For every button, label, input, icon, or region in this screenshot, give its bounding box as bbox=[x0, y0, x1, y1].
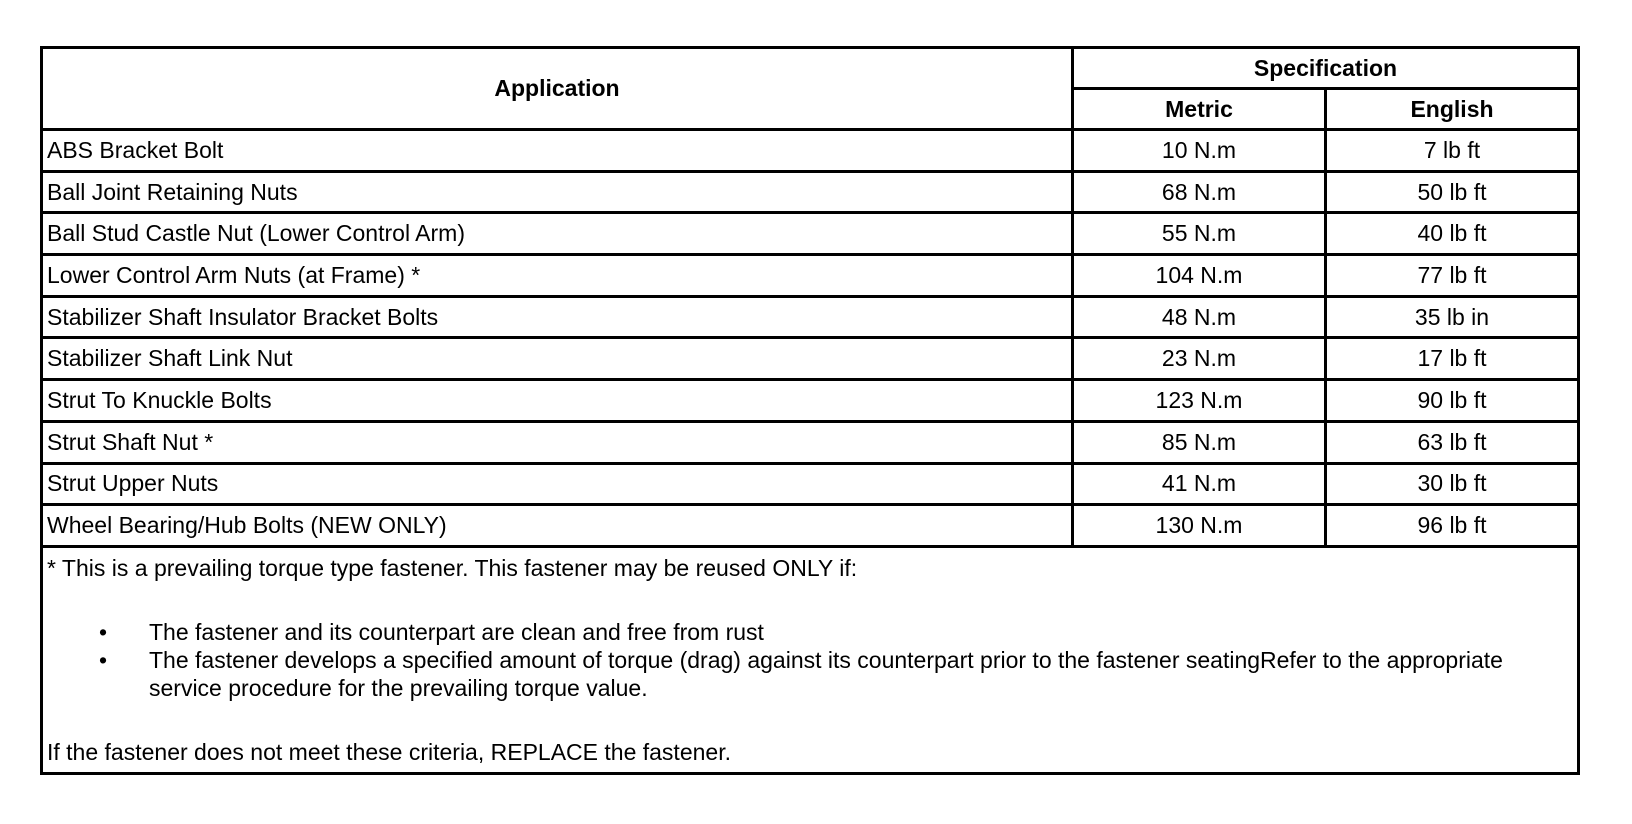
table-row bbox=[42, 338, 1579, 380]
note-row bbox=[42, 546, 1579, 773]
table-row bbox=[42, 463, 1579, 505]
row-english: 63 lb ft bbox=[1326, 421, 1579, 463]
row-application: Stabilizer Shaft Insulator Bracket Bolts bbox=[42, 296, 1073, 338]
row-metric: 41 N.m bbox=[1073, 463, 1326, 505]
bullet-icon: • bbox=[99, 646, 108, 673]
table-row bbox=[42, 130, 1579, 172]
row-metric: 68 N.m bbox=[1073, 171, 1326, 213]
header-application: Application bbox=[42, 48, 1073, 130]
bullet-text: The fastener and its counterpart are clean and free from rust bbox=[149, 618, 764, 645]
row-metric: 10 N.m bbox=[1073, 130, 1326, 172]
note-intro: * This is a prevailing torque type fastener. This fastener may be reused ONLY if: bbox=[47, 554, 858, 581]
table-row bbox=[42, 380, 1579, 422]
row-english: 77 lb ft bbox=[1326, 255, 1579, 297]
row-english: 96 lb ft bbox=[1326, 505, 1579, 547]
row-metric: 23 N.m bbox=[1073, 338, 1326, 380]
row-english: 40 lb ft bbox=[1326, 213, 1579, 255]
table-row bbox=[42, 213, 1579, 255]
row-metric: 55 N.m bbox=[1073, 213, 1326, 255]
row-metric: 85 N.m bbox=[1073, 421, 1326, 463]
row-english: 35 lb in bbox=[1326, 296, 1579, 338]
row-application: ABS Bracket Bolt bbox=[42, 130, 1073, 172]
header-english: English bbox=[1326, 89, 1579, 130]
header-metric: Metric bbox=[1073, 89, 1326, 130]
row-application: Ball Stud Castle Nut (Lower Control Arm) bbox=[42, 213, 1073, 255]
row-application: Ball Joint Retaining Nuts bbox=[42, 171, 1073, 213]
row-english: 30 lb ft bbox=[1326, 463, 1579, 505]
note-bullet-list bbox=[47, 618, 1573, 702]
row-english: 17 lb ft bbox=[1326, 338, 1579, 380]
note-outro: If the fastener does not meet these criteria, REPLACE the fastener. bbox=[47, 738, 731, 765]
row-metric: 123 N.m bbox=[1073, 380, 1326, 422]
torque-spec-table bbox=[40, 46, 1580, 775]
prevailing-torque-note bbox=[42, 546, 1579, 773]
row-english: 7 lb ft bbox=[1326, 130, 1579, 172]
table-row bbox=[42, 296, 1579, 338]
row-application: Strut Shaft Nut * bbox=[42, 421, 1073, 463]
row-metric: 104 N.m bbox=[1073, 255, 1326, 297]
list-item bbox=[47, 618, 1573, 646]
row-application: Wheel Bearing/Hub Bolts (NEW ONLY) bbox=[42, 505, 1073, 547]
row-application: Strut To Knuckle Bolts bbox=[42, 380, 1073, 422]
bullet-text: The fastener develops a specified amount of torque (drag) against its counterpart prior to the fastener seatingRefer to the appropriate service procedure for the prevailing torque value. bbox=[149, 646, 1503, 701]
table-row bbox=[42, 505, 1579, 547]
row-application: Lower Control Arm Nuts (at Frame) * bbox=[42, 255, 1073, 297]
list-item bbox=[47, 646, 1573, 702]
row-english: 90 lb ft bbox=[1326, 380, 1579, 422]
row-metric: 130 N.m bbox=[1073, 505, 1326, 547]
row-english: 50 lb ft bbox=[1326, 171, 1579, 213]
table-row bbox=[42, 171, 1579, 213]
bullet-icon: • bbox=[99, 618, 108, 645]
row-metric: 48 N.m bbox=[1073, 296, 1326, 338]
table-row bbox=[42, 255, 1579, 297]
row-application: Stabilizer Shaft Link Nut bbox=[42, 338, 1073, 380]
header-specification: Specification bbox=[1073, 48, 1579, 89]
row-application: Strut Upper Nuts bbox=[42, 463, 1073, 505]
table-row bbox=[42, 421, 1579, 463]
